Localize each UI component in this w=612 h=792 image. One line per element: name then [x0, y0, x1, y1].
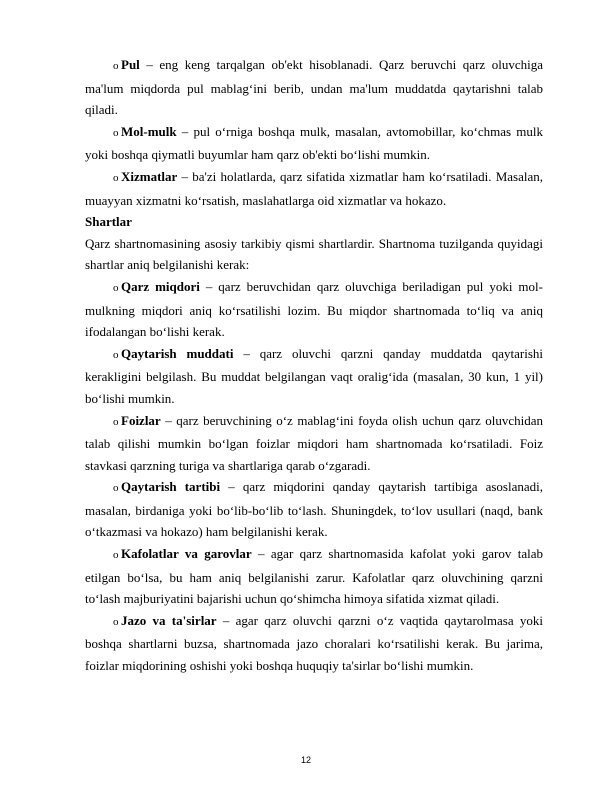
- list-item-term: Kafolatlar va garovlar: [121, 546, 252, 562]
- list-item-term: Foizlar: [121, 412, 161, 428]
- list-item-term: Qaytarish tartibi: [121, 479, 221, 495]
- list-item-text: – agar qarz shartnomasida kafolat yoki garov talab etilgan bo‘lsa, bu ham aniq belgilanishi zarur. Kafolatlar qarz oluvchining qarzni to‘lash majburiyatini bajarishi uchun qo‘shimcha himoya sifatida xizmat qiladi.: [85, 546, 543, 607]
- list-item: [85, 166, 543, 211]
- list-item: [85, 54, 543, 121]
- section-heading: Shartlar: [85, 214, 132, 230]
- bullet-marker: o: [113, 171, 119, 184]
- list-item-text: – pul o‘rniga boshqa mulk, masalan, avtomobillar, ko‘chmas mulk yoki boshqa qiymatli buyumlar ham qarz ob'ekti bo‘lishi mumkin.: [85, 123, 543, 163]
- conditions-list: [85, 276, 543, 677]
- bullet-marker: o: [113, 126, 119, 139]
- list-item: [85, 543, 543, 610]
- list-item-term: Qarz miqdori: [121, 278, 200, 294]
- list-item: [85, 276, 543, 343]
- list-item-text: – qarz beruvchidan qarz oluvchiga beriladigan pul yoki mol-mulkning miqdori aniq ko‘rsatilishi lozim. Bu miqdor shartnomada to‘liq va aniq ifodalangan bo‘lishi kerak.: [85, 278, 543, 340]
- page-content: [85, 54, 543, 677]
- list-item-term: Qaytarish muddati: [121, 345, 234, 361]
- list-item-text: – qarz oluvchi qarzni qanday muddatda qaytarishi kerakligini belgilash. Bu muddat belgilangan vaqt oralig‘ida (masalan, 30 kun, 1 yil) bo‘lishi mumkin.: [85, 345, 543, 406]
- bullet-marker: o: [113, 482, 119, 495]
- bullet-marker: o: [113, 348, 119, 361]
- list-item-text: – qarz miqdorini qanday qaytarish tartibiga asoslanadi, masalan, birdaniga yoki bo‘lib-bo‘lib to‘lash. Shuningdek, to‘lov usullari (naqd, bank o‘tkazmasi va hokazo) ham belgilanishi kerak.: [85, 479, 544, 540]
- list-item: [85, 121, 543, 166]
- list-item-text: – qarz beruvchining o‘z mablag‘ini foyda olish uchun qarz oluvchidan talab qilishi mumkin bo‘lgan foizlar miqdori ham shartnomada ko‘rsatiladi. Foiz stavkasi qarzning turiga va shartlariga qarab o‘zgaradi.: [85, 412, 543, 473]
- bullet-marker: o: [113, 60, 119, 72]
- bullet-marker: o: [113, 415, 119, 428]
- list-item: [85, 476, 543, 543]
- list-item-term: Xizmatlar: [121, 168, 178, 184]
- object-list: [85, 54, 543, 211]
- page-number: 12: [300, 755, 311, 765]
- bullet-marker: o: [113, 549, 119, 562]
- bullet-marker: o: [113, 615, 119, 628]
- section-intro: Qarz shartnomasining asosiy tarkibiy qismi shartlardir. Shartnoma tuzilganda quyidagi shartlar aniq belgilanishi kerak:: [85, 235, 543, 273]
- bullet-marker: o: [113, 281, 119, 294]
- list-item: [85, 610, 543, 677]
- list-item-term: Pul: [121, 57, 140, 72]
- list-item-text: – ba'zi holatlarda, qarz sifatida xizmatlar ham ko‘rsatiladi. Masalan, muayyan xizmatni ko‘rsatish, maslahatlarga oid xizmatlar va hokazo.: [85, 168, 543, 208]
- list-item-term: Jazo va ta'sirlar: [121, 612, 217, 628]
- list-item: [85, 343, 543, 410]
- list-item-text: – eng keng tarqalgan ob'ekt hisoblanadi. Qarz beruvchi qarz oluvchiga ma'lum miqdorda pul mablag‘ini berib, undan ma'lum muddatda qaytarishni talab qiladi.: [85, 57, 543, 118]
- list-item: [85, 410, 543, 477]
- list-item-term: Mol-mulk: [121, 123, 177, 139]
- list-item-text: – agar qarz oluvchi qarzni o‘z vaqtida qaytarolmasa yoki boshqa shartlarni buzsa, shartnomada jazo choralari ko‘rsatilishi kerak. Bu jarima, foizlar miqdorining oshishi yoki boshqa huquqiy ta'sirlar bo‘lishi mumkin.: [85, 612, 543, 674]
